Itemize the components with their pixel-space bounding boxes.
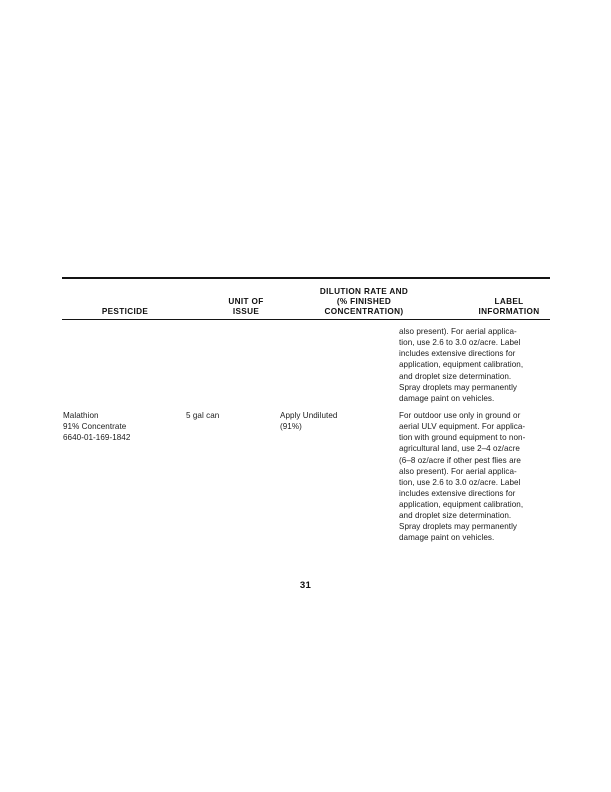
continued-label-line-5: and droplet size determination.	[399, 371, 512, 381]
column-header-label-information-line-2: INFORMATION	[478, 306, 540, 316]
label-information-line-7: tion, use 2.6 to 3.0 oz/acre. Label	[399, 477, 521, 487]
column-header-unit-of-issue-line-1: UNIT OF	[228, 296, 264, 306]
column-header-pesticide-line-1: PESTICIDE	[101, 306, 149, 316]
pesticide-stock-number: 6640-01-169-1842	[63, 433, 131, 443]
table-row-pesticide-name	[63, 410, 193, 443]
table-row-unit-of-issue	[186, 410, 276, 421]
column-header-unit-of-issue-line-2: ISSUE	[232, 306, 260, 316]
dilution-rate-line-2: (91%)	[280, 422, 302, 432]
label-information-line-6: also present). For aerial applica-	[399, 466, 517, 476]
column-header-dilution-rate-line-2: (% FINISHED	[336, 296, 392, 306]
column-header-dilution-rate-line-3: CONCENTRATION)	[324, 306, 404, 316]
column-header-label-information	[448, 297, 570, 317]
unit-of-issue-value: 5 gal can	[186, 411, 220, 421]
label-information-line-10: and droplet size determination.	[399, 511, 512, 521]
continued-label-line-4: application, equipment calibration,	[399, 360, 524, 370]
continued-label-line-6: Spray droplets may permanently	[399, 382, 518, 392]
continued-label-line-3: includes extensive directions for	[399, 349, 516, 359]
label-information-line-9: application, equipment calibration,	[399, 499, 524, 509]
label-information-line-2: aerial ULV equipment. For applica-	[399, 422, 526, 432]
pesticide-name-line-2: 91% Concentrate	[63, 422, 127, 432]
continued-label-line-7: damage paint on vehicles.	[399, 393, 495, 403]
continued-label-information	[399, 326, 555, 404]
continued-label-line-1: also present). For aerial applica-	[399, 327, 517, 337]
page-number: 31	[299, 580, 312, 591]
label-information-line-3: tion with ground equipment to non-	[399, 433, 526, 443]
pesticide-table	[62, 277, 550, 565]
label-information-line-8: includes extensive directions for	[399, 488, 516, 498]
label-information-line-11: Spray droplets may permanently	[399, 522, 518, 532]
dilution-rate-line-1: Apply Undiluted	[280, 411, 338, 421]
table-body	[62, 320, 550, 565]
label-information-line-5: (6–8 oz/acre if other pest flies are	[399, 455, 521, 465]
table-header-row	[62, 279, 550, 319]
table-row-label-information	[399, 410, 557, 543]
continued-label-line-2: tion, use 2.6 to 3.0 oz/acre. Label	[399, 338, 521, 348]
column-header-pesticide	[70, 307, 180, 317]
label-information-line-12: damage paint on vehicles.	[399, 533, 495, 543]
column-header-unit-of-issue	[196, 297, 296, 317]
label-information-line-1: For outdoor use only in ground or	[399, 411, 521, 421]
pesticide-name-line-1: Malathion	[63, 411, 99, 421]
column-header-dilution-rate	[294, 287, 434, 317]
label-information-line-4: agricultural land, use 2–4 oz/acre	[399, 444, 520, 454]
column-header-dilution-rate-line-1: DILUTION RATE AND	[319, 286, 409, 296]
column-header-label-information-line-1: LABEL	[494, 296, 524, 306]
table-row-dilution-rate	[280, 410, 400, 432]
